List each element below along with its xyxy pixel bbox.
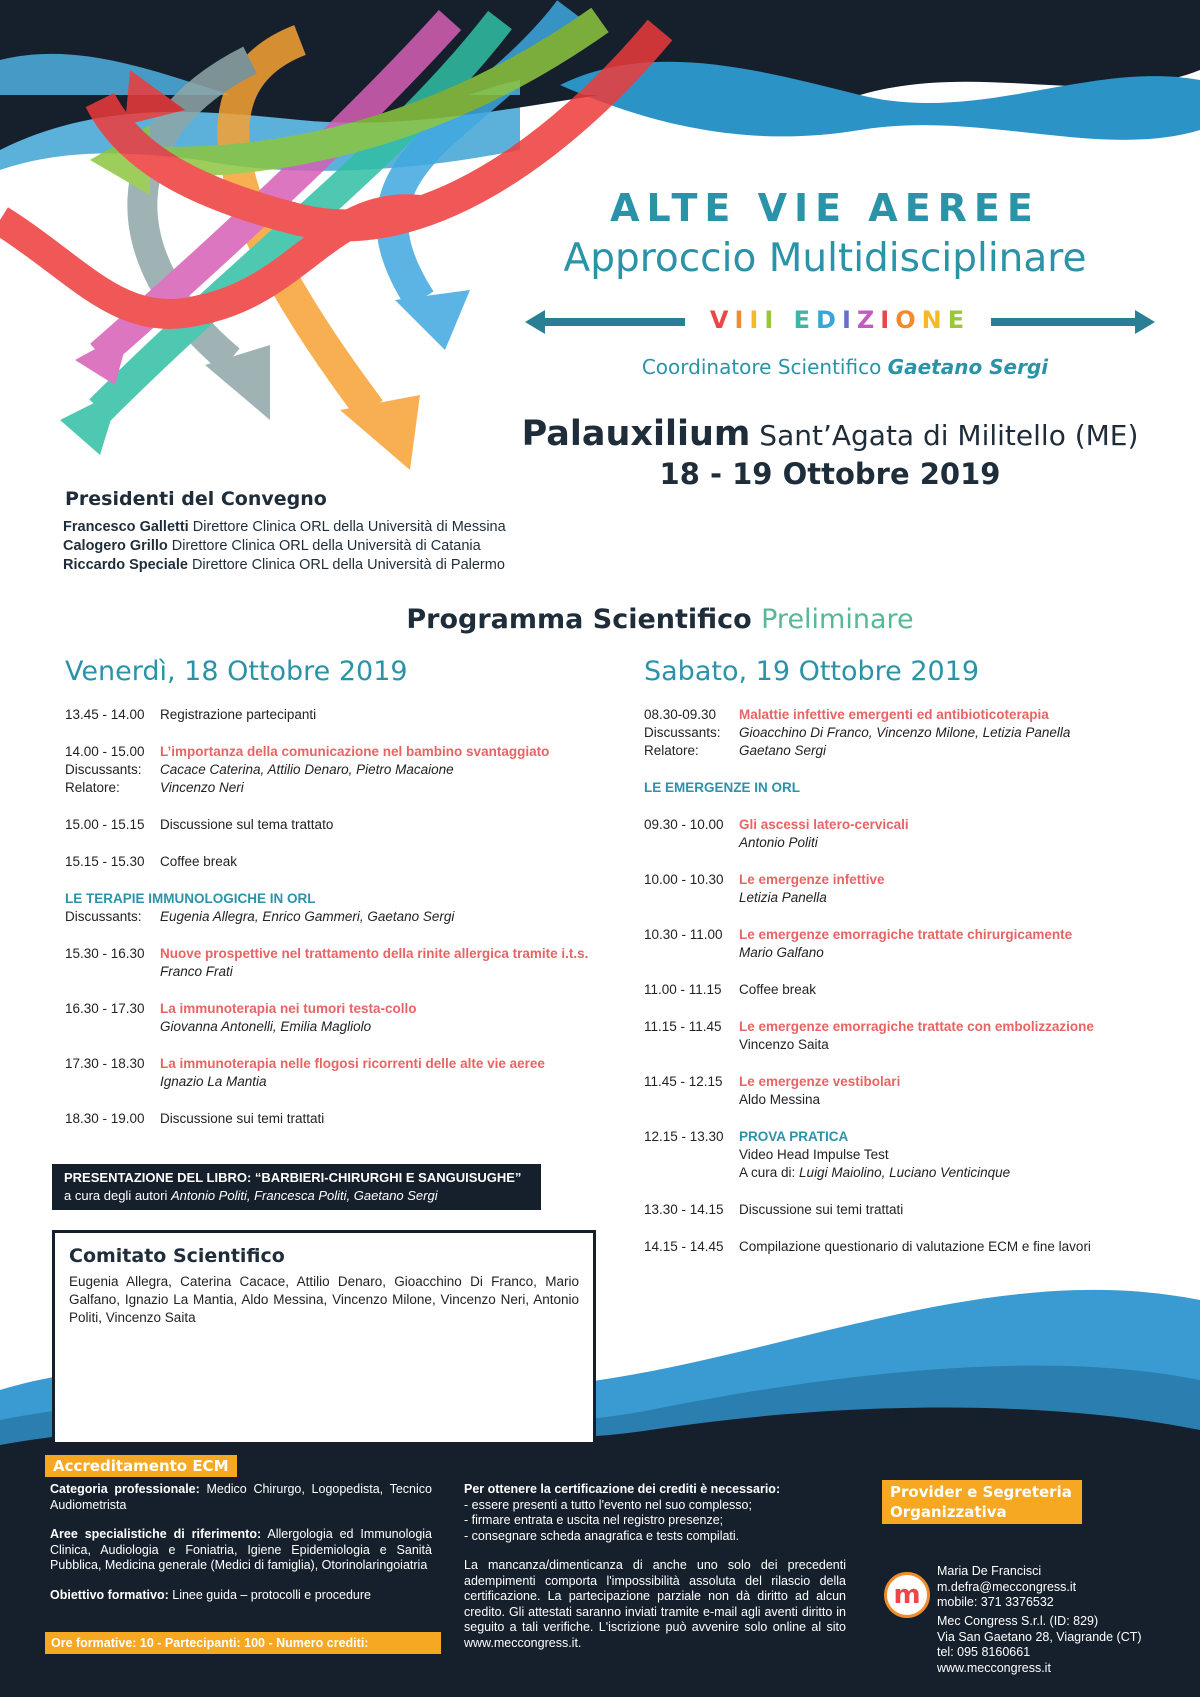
provider-line: Provider e Segreteria <box>890 1483 1072 1501</box>
time: 09.30 - 10.00 <box>644 817 724 832</box>
time: 13.45 - 14.00 <box>65 707 145 722</box>
time: 11.00 - 11.15 <box>644 982 722 997</box>
schedule-row <box>65 1000 645 1018</box>
label: Categoria professionale: <box>50 1482 200 1496</box>
value: Allergologia ed Immunologia Clinica, Audiologia e Foniatria, Igiene Epidemiologia e Sanità Pubblica, Medicina generale (Medici di famiglia), Otorinolaringoiatria <box>50 1527 432 1572</box>
schedule-row <box>644 981 1164 999</box>
time: 10.30 - 11.00 <box>644 927 723 942</box>
time: 11.45 - 12.15 <box>644 1074 723 1089</box>
speaker: Ignazio La Mantia <box>160 1074 267 1089</box>
president-role: Direttore Clinica ORL della Università di Catania <box>171 538 481 554</box>
schedule-row <box>65 706 645 724</box>
schedule-row <box>65 816 645 834</box>
ecm-hours-bar: Ore formative: 10 - Partecipanti: 100 - Numero crediti: <box>45 1632 441 1654</box>
speaker: Gaetano Sergi <box>739 743 827 758</box>
program-title <box>0 604 1200 635</box>
time: 15.00 - 15.15 <box>65 817 145 832</box>
session-title: L’importanza della comunicazione nel bambino svantaggiato <box>160 744 550 759</box>
ecm-label: Accreditamento ECM <box>45 1455 237 1477</box>
provider-label <box>882 1480 1082 1524</box>
cert-item: - essere presenti a tutto l'evento nel suo complesso; <box>464 1497 752 1512</box>
certification-info <box>464 1482 846 1651</box>
schedule-row <box>65 853 645 871</box>
session-title: Nuove prospettive nel trattamento della rinite allergica tramite i.t.s. <box>160 946 589 961</box>
label: Obiettivo formativo: <box>50 1587 169 1602</box>
meccongress-logo <box>884 1572 930 1618</box>
event-dates: 18 - 19 Ottobre 2019 <box>659 457 1001 491</box>
schedule-row <box>65 945 645 963</box>
contact-person <box>937 1564 1177 1611</box>
day1-title: Venerdì, 18 Ottobre 2019 <box>65 656 408 687</box>
schedule-row <box>644 1036 1164 1054</box>
logo-letter: m <box>893 1580 921 1610</box>
label: Relatore: <box>65 780 120 795</box>
president-item <box>63 537 506 556</box>
day2-title: Sabato, 19 Ottobre 2019 <box>644 656 980 687</box>
speaker: Aldo Messina <box>739 1092 821 1107</box>
edition-letter: E <box>947 306 971 334</box>
session-title: Le emergenze vestibolari <box>739 1074 901 1089</box>
session-text: Compilazione questionario di valutazione ECM e fine lavori <box>739 1239 1091 1254</box>
president-item <box>63 518 506 537</box>
label: Discussants: <box>65 909 142 924</box>
venue-name: Palauxilium <box>521 414 751 454</box>
schedule-row <box>65 1055 645 1073</box>
speaker: Letizia Panella <box>739 890 827 905</box>
schedule-row <box>65 743 645 761</box>
edition-letter: O <box>895 306 922 334</box>
session-title: Gli ascessi latero-cervicali <box>739 817 909 832</box>
schedule-row <box>644 1073 1164 1091</box>
schedule-row <box>644 871 1164 889</box>
session-title: Le emergenze emorragiche trattate chirurgicamente <box>739 927 1073 942</box>
schedule-row <box>644 834 1164 852</box>
ecm-category <box>50 1482 432 1513</box>
day2-schedule <box>644 706 1164 1256</box>
cert-item: - firmare entrata e uscita nel registro presenze; <box>464 1513 724 1527</box>
schedule-row <box>65 761 645 779</box>
session-text: Coffee break <box>739 982 817 997</box>
scientific-committee <box>52 1230 596 1445</box>
time: 16.30 - 17.30 <box>65 1001 145 1016</box>
time: 12.15 - 13.30 <box>644 1129 724 1144</box>
speaker: Giovanna Antonelli, Emilia Magliolo <box>160 1019 372 1034</box>
presidents-list <box>63 518 506 575</box>
president-role: Direttore Clinica ORL della Università di Messina <box>192 519 506 535</box>
schedule-row <box>65 908 645 926</box>
edition-banner <box>525 306 1155 338</box>
speaker: Vincenzo Neri <box>160 780 244 795</box>
schedule-row <box>65 1018 645 1036</box>
president-name: Francesco Galletti <box>63 519 189 535</box>
time: 15.30 - 16.30 <box>65 946 145 961</box>
edition-letter: I <box>764 306 780 334</box>
edition-letter: V <box>709 306 735 334</box>
schedule-row <box>644 1146 1164 1164</box>
contact-mobile: mobile: 371 3376532 <box>937 1595 1054 1609</box>
label: Aree specialistiche di riferimento: <box>50 1527 262 1541</box>
book-title: PRESENTAZIONE DEL LIBRO: “BARBIERI-CHIRURGHI E SANGUISUGHE” <box>64 1170 522 1185</box>
time: 17.30 - 18.30 <box>65 1056 145 1071</box>
label: A cura di: <box>739 1165 796 1180</box>
company-website[interactable]: www.meccongress.it <box>937 1660 1051 1675</box>
company-name: Mec Congress S.r.l. (ID: 829) <box>937 1614 1099 1628</box>
value: Linee guida – protocolli e procedure <box>172 1587 371 1602</box>
session-title: PROVA PRATICA <box>739 1129 849 1144</box>
schedule-row <box>644 724 1164 742</box>
president-role: Direttore Clinica ORL della Università di Palermo <box>191 557 505 573</box>
committee-title: Comitato Scientifico <box>69 1245 285 1267</box>
book-presentation <box>52 1164 541 1210</box>
session-subtitle: Video Head Impulse Test <box>739 1147 889 1162</box>
time: 15.15 - 15.30 <box>65 854 145 869</box>
book-authors: Antonio Politi, Francesca Politi, Gaetano Sergi <box>170 1188 438 1203</box>
time: 13.30 - 14.15 <box>644 1202 724 1217</box>
company-tel: tel: 095 8160661 <box>937 1645 1031 1659</box>
time: 18.30 - 19.00 <box>65 1111 145 1126</box>
label: Discussants: <box>65 762 142 777</box>
schedule-row <box>644 816 1164 834</box>
session-title: Le emergenze emorragiche trattate con embolizzazione <box>739 1019 1094 1034</box>
time: 14.15 - 14.45 <box>644 1239 724 1254</box>
schedule-row <box>65 963 645 981</box>
schedule-row <box>644 1128 1164 1146</box>
coordinator-name: Gaetano Sergi <box>887 355 1049 379</box>
label: Discussants: <box>644 725 721 740</box>
time: 11.15 - 11.45 <box>644 1019 722 1034</box>
edition-letter <box>779 306 793 334</box>
title-line-2: Approccio Multidisciplinare <box>563 236 1087 281</box>
provider-line: Organizzativa <box>890 1503 1007 1521</box>
speaker: Luigi Maiolino, Luciano Venticinque <box>799 1165 1011 1180</box>
schedule-row <box>644 1164 1164 1182</box>
company-info <box>937 1614 1187 1676</box>
schedule-row <box>644 1091 1164 1109</box>
schedule-row <box>644 1201 1164 1219</box>
session-title: La immunoterapia nelle flogosi ricorrenti delle alte vie aeree <box>160 1056 545 1071</box>
edition-letter: I <box>841 306 857 334</box>
cert-title: Per ottenere la certificazione dei crediti è necessario: <box>464 1482 781 1496</box>
edition-letter: E <box>793 306 817 334</box>
edition-letter: D <box>816 306 842 334</box>
schedule-row <box>644 706 1164 724</box>
contact-email[interactable]: m.defra@meccongress.it <box>937 1579 1077 1594</box>
program-title-bold: Programma Scientifico <box>406 604 752 635</box>
ecm-areas <box>50 1527 432 1574</box>
edition-letter: I <box>734 306 750 334</box>
schedule-row <box>644 944 1164 962</box>
presidents-title: Presidenti del Convegno <box>65 488 327 510</box>
company-address: Via San Gaetano 28, Viagrande (CT) <box>937 1629 1142 1644</box>
cert-item: - consegnare scheda anagrafica e tests compilati. <box>464 1528 740 1543</box>
edition-letter: Z <box>856 306 881 334</box>
president-item <box>63 556 506 575</box>
edition-letter: N <box>921 306 948 334</box>
coordinator-label: Coordinatore Scientifico <box>641 355 882 379</box>
venue-place: Sant’Agata di Militello (ME) <box>759 419 1139 452</box>
discussants: Cacace Caterina, Attilio Denaro, Pietro Macaione <box>160 762 454 777</box>
session-title: Le emergenze infettive <box>739 872 885 887</box>
program-title-light: Preliminare <box>761 604 914 635</box>
time: 14.00 - 15.00 <box>65 744 145 759</box>
schedule-row <box>65 779 645 797</box>
schedule-row <box>65 1073 645 1091</box>
speaker: Antonio Politi <box>739 835 818 850</box>
section-heading: LE EMERGENZE IN ORL <box>644 780 801 795</box>
president-name: Calogero Grillo <box>63 538 168 554</box>
edition-letter: I <box>749 306 765 334</box>
schedule-row <box>65 1110 645 1128</box>
ecm-details <box>50 1482 432 1603</box>
edition-label <box>695 306 985 334</box>
session-text: Discussione sui temi trattati <box>160 1111 325 1126</box>
book-prefix: a cura degli autori <box>64 1188 168 1203</box>
discussants: Gioacchino Di Franco, Vincenzo Milone, Letizia Panella <box>739 725 1071 740</box>
cert-note: La mancanza/dimenticanza di anche uno solo dei precedenti adempimenti comporta l'impossibilità assoluta del rilascio della certificazione. La partecipazione parziale non dà diritto ad alcun credito. Gli attestati saranno inviati tramite e-mail agli aventi diritto in seguito a tali verifiche. L'iscrizione può avvenire solo online al sito www.meccongress.it. <box>464 1558 846 1650</box>
time: 10.00 - 10.30 <box>644 872 724 887</box>
schedule-row <box>644 926 1164 944</box>
session-title: La immunoterapia nei tumori testa-collo <box>160 1001 417 1016</box>
speaker: Franco Frati <box>160 964 233 979</box>
speaker: Vincenzo Saita <box>739 1037 829 1052</box>
committee-members: Eugenia Allegra, Caterina Cacace, Attilio Denaro, Gioacchino Di Franco, Mario Galfano, Ignazio La Mantia, Aldo Messina, Vincenzo Milone, Vincenzo Neri, Antonio Politi, Vincenzo Saita <box>69 1274 579 1325</box>
speaker: Mario Galfano <box>739 945 824 960</box>
time: 08.30-09.30 <box>644 707 717 722</box>
president-name: Riccardo Speciale <box>63 557 188 573</box>
session-text: Coffee break <box>160 854 238 869</box>
label: Relatore: <box>644 743 699 758</box>
session-text: Discussione sui temi trattati <box>739 1202 904 1217</box>
session-title: Malattie infettive emergenti ed antibioticoterapia <box>739 707 1049 722</box>
coordinator <box>520 355 1170 379</box>
schedule-row <box>644 1018 1164 1036</box>
edition-letter: I <box>880 306 896 334</box>
day1-schedule <box>65 706 645 1128</box>
session-text: Discussione sul tema trattato <box>160 817 334 832</box>
ecm-objective <box>50 1588 432 1604</box>
venue <box>470 414 1190 454</box>
title-line-1: ALTE VIE AEREE <box>610 186 1040 230</box>
value: Medico Chirurgo, Logopedista, Tecnico Audiometrista <box>50 1482 432 1512</box>
discussants: Eugenia Allegra, Enrico Gammeri, Gaetano Sergi <box>160 909 455 924</box>
schedule-row <box>644 1238 1164 1256</box>
schedule-row <box>644 889 1164 907</box>
schedule-row <box>644 742 1164 760</box>
contact-name: Maria De Francisci <box>937 1564 1042 1578</box>
session-text: Registrazione partecipanti <box>160 707 317 722</box>
section-heading: LE TERAPIE IMMUNOLOGICHE IN ORL <box>65 891 316 906</box>
